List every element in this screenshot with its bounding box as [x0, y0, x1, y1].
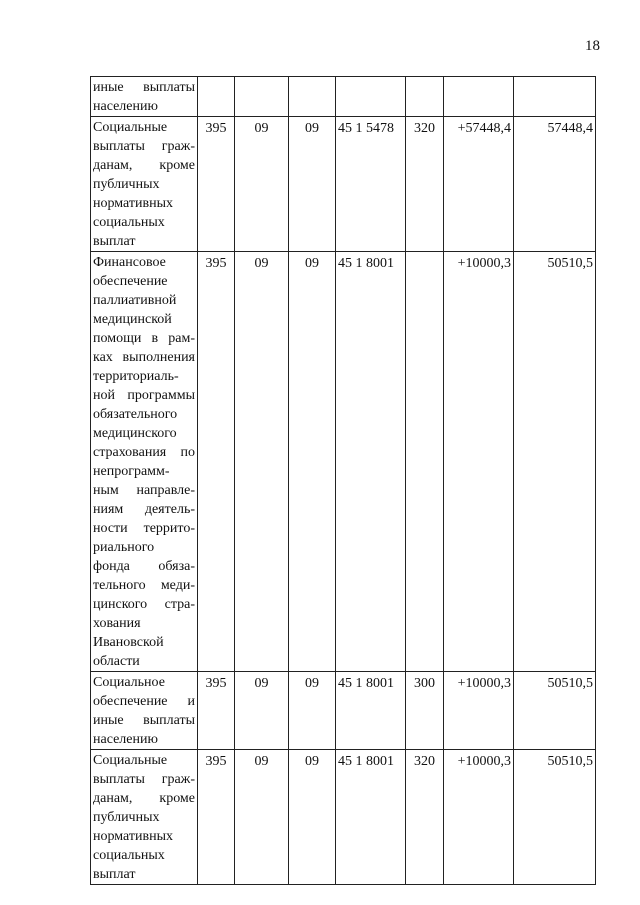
item-name-line: медицинской: [93, 312, 172, 327]
item-name-line: страхования по: [93, 445, 195, 460]
item-name-line: Социальные: [93, 753, 168, 768]
item-name-cell: [91, 77, 198, 117]
item-name-line: ниям деятель-: [93, 502, 195, 517]
item-name-line: выплат: [93, 867, 136, 882]
item-name-line: публичных: [93, 810, 160, 825]
total-amount-cell: [514, 77, 596, 117]
item-name-line: хования: [93, 616, 141, 631]
change-amount-cell: +57448,4: [444, 117, 514, 252]
item-name-cell: [91, 117, 198, 252]
item-name-line: населению: [93, 732, 158, 747]
item-name-line: риального: [93, 540, 155, 555]
code-expense-type-cell: [406, 252, 444, 672]
code-subsection-cell: 09: [289, 252, 336, 672]
item-name-cell: [91, 672, 198, 750]
item-name-line: Социальное: [93, 675, 165, 690]
change-amount-cell: [444, 77, 514, 117]
item-name-line: иные выплаты: [93, 713, 195, 728]
item-name-line: ках выполнения: [93, 350, 195, 365]
code-expense-type-cell: 320: [406, 117, 444, 252]
code-target-cell: [336, 77, 406, 117]
table-row: [91, 750, 596, 885]
code-section-cell: [235, 77, 289, 117]
item-name-line: помощи в рам-: [93, 331, 195, 346]
item-name-line: публичных: [93, 177, 160, 192]
code-admin-cell: [198, 77, 235, 117]
change-amount-cell: +10000,3: [444, 750, 514, 885]
total-amount-cell: 50510,5: [514, 750, 596, 885]
item-name-line: ным направле-: [93, 483, 195, 498]
total-amount-cell: 50510,5: [514, 252, 596, 672]
item-name-line: социальных: [93, 215, 165, 230]
table-row: [91, 672, 596, 750]
code-target-cell: 45 1 8001: [336, 672, 406, 750]
code-subsection-cell: 09: [289, 672, 336, 750]
code-section-cell: 09: [235, 672, 289, 750]
code-subsection-cell: [289, 77, 336, 117]
table-row: [91, 77, 596, 117]
code-expense-type-cell: 300: [406, 672, 444, 750]
change-amount-cell: +10000,3: [444, 252, 514, 672]
budget-table: [90, 76, 596, 885]
code-admin-cell: 395: [198, 117, 235, 252]
code-target-cell: 45 1 8001: [336, 750, 406, 885]
change-amount-cell: +10000,3: [444, 672, 514, 750]
item-name-line: выплат: [93, 234, 136, 249]
item-name-line: социальных: [93, 848, 165, 863]
code-section-cell: 09: [235, 252, 289, 672]
item-name-line: данам, кроме: [93, 791, 195, 806]
item-name-line: тельного меди-: [93, 578, 195, 593]
item-name-line: выплаты граж-: [93, 772, 195, 787]
item-name-line: обязательного: [93, 407, 178, 422]
table-row: [91, 252, 596, 672]
code-expense-type-cell: 320: [406, 750, 444, 885]
item-name-line: ной программы: [93, 388, 195, 403]
total-amount-cell: 57448,4: [514, 117, 596, 252]
code-admin-cell: 395: [198, 252, 235, 672]
code-section-cell: 09: [235, 750, 289, 885]
table-row: [91, 117, 596, 252]
item-name-line: медицинского: [93, 426, 177, 441]
item-name-line: населению: [93, 99, 158, 114]
item-name-line: выплаты граж-: [93, 139, 195, 154]
code-expense-type-cell: [406, 77, 444, 117]
page-number: 18: [585, 38, 600, 54]
code-subsection-cell: 09: [289, 117, 336, 252]
item-name-cell: [91, 252, 198, 672]
code-section-cell: 09: [235, 117, 289, 252]
code-admin-cell: 395: [198, 750, 235, 885]
item-name-line: ности террито-: [93, 521, 195, 536]
item-name-line: паллиативной: [93, 293, 177, 308]
item-name-line: территориаль-: [93, 369, 179, 384]
item-name-line: иные выплаты: [93, 80, 195, 95]
item-name-line: цинского стра-: [93, 597, 195, 612]
code-subsection-cell: 09: [289, 750, 336, 885]
item-name-cell: [91, 750, 198, 885]
total-amount-cell: 50510,5: [514, 672, 596, 750]
item-name-line: Финансовое: [93, 255, 166, 270]
item-name-line: нормативных: [93, 829, 174, 844]
item-name-line: обеспечение и: [93, 694, 195, 709]
item-name-line: Ивановской: [93, 635, 164, 650]
item-name-line: обеспечение: [93, 274, 168, 289]
code-target-cell: 45 1 8001: [336, 252, 406, 672]
code-admin-cell: 395: [198, 672, 235, 750]
item-name-line: непрограмм-: [93, 464, 170, 479]
item-name-line: Социальные: [93, 120, 168, 135]
item-name-line: данам, кроме: [93, 158, 195, 173]
item-name-line: области: [93, 654, 140, 669]
item-name-line: нормативных: [93, 196, 174, 211]
item-name-line: фонда обяза-: [93, 559, 195, 574]
code-target-cell: 45 1 5478: [336, 117, 406, 252]
